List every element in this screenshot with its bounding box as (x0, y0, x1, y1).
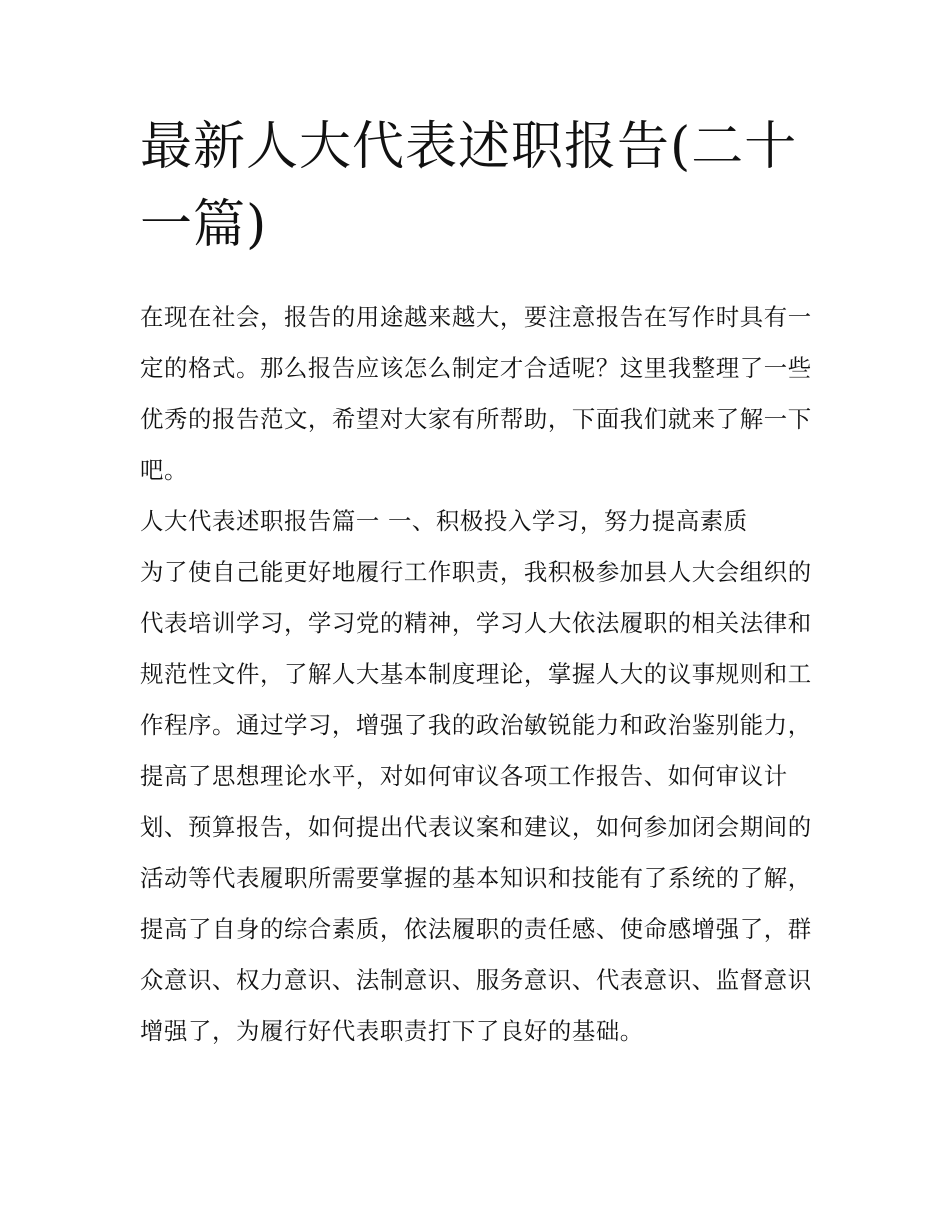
document-body (140, 108, 812, 1057)
intro-paragraph: 在现在社会，报告的用途越来越大，要注意报告在写作时具有一定的格式。那么报告应该怎么制定才合适呢？这里我整理了一些优秀的报告范文，希望对大家有所帮助，下面我们就来了解一下吧。 (140, 303, 812, 484)
section-heading-paragraph: 人大代表述职报告篇一 一、积极投入学习，努力提高素质 (140, 507, 748, 535)
document-title: 最新人大代表述职报告(二十一篇) (140, 117, 798, 255)
body-paragraph: 为了使自己能更好地履行工作职责，我积极参加县人大会组织的代表培训学习，学习党的精神，学习人大依法履职的相关法律和规范性文件，了解人大基本制度理论，掌握人大的议事规则和工作程序。通过学习，增强了我的政治敏锐能力和政治鉴别能力，提高了思想理论水平，对如何审议各项工作报告、如何审议计划、预算报告，如何提出代表议案和建议，如何参加闭会期间的活动等代表履职所需要掌握的基本知识和技能有了系统的了解，提高了自身的综合素质，依法履职的责任感、使命感增强了，群众意识、权力意识、法制意识、服务意识、代表意识、监督意识增强了，为履行好代表职责打下了良好的基础。 (140, 558, 812, 1045)
